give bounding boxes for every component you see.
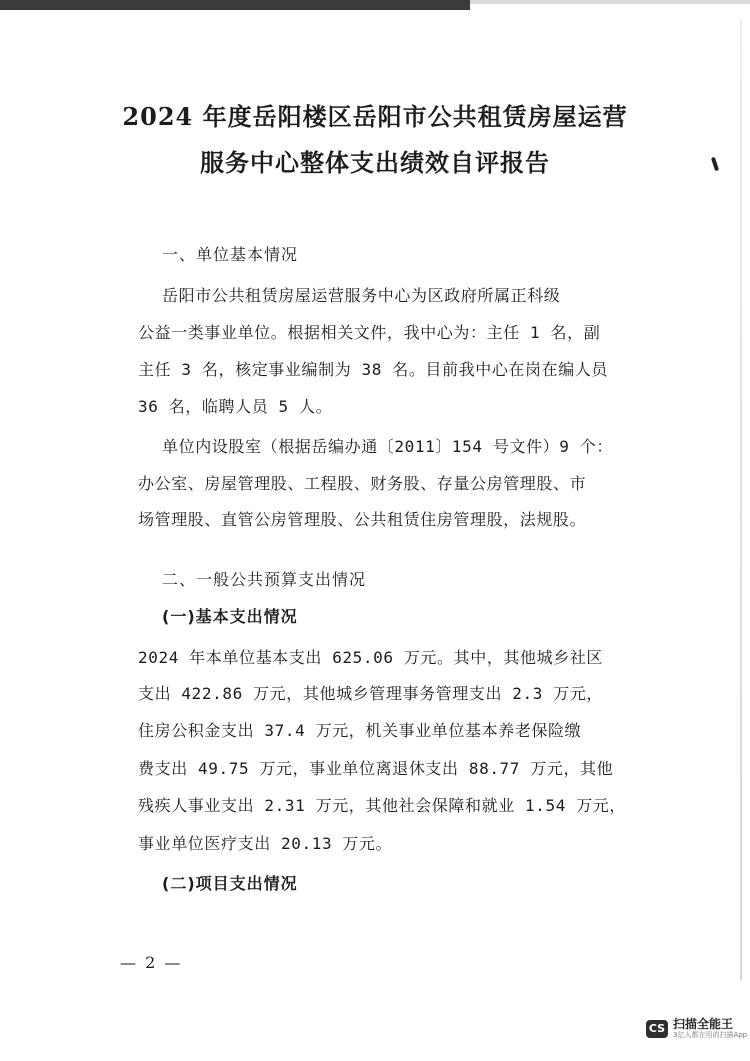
paragraph-line: 2024 年本单位基本支出 625.06 万元。其中，其他城乡社区 [138, 648, 604, 667]
watermark-tagline: 3亿人都在用的扫描App [673, 1031, 748, 1039]
scan-top-edge [470, 0, 750, 4]
paragraph-line: 办公室、房屋管理股、工程股、财务股、存量公房管理股、市 [138, 474, 587, 493]
page-number: — 2 — [120, 953, 183, 972]
paragraph-line: 单位内设股室（根据岳编办通〔2011〕154 号文件）9 个： [162, 437, 613, 456]
section-2-heading: 二、一般公共预算支出情况 [162, 570, 367, 589]
subsection-2-heading: (二)项目支出情况 [162, 874, 298, 893]
paragraph-line: 残疾人事业支出 2.31 万元，其他社会保障和就业 1.54 万元， [138, 796, 626, 815]
paragraph-line: 住房公积金支出 37.4 万元，机关事业单位基本养老保险缴 [138, 721, 582, 740]
subsection-1-heading: (一)基本支出情况 [162, 607, 298, 626]
report-title-line-1: 2024 年度岳阳楼区岳阳市公共租赁房屋运营 [122, 102, 628, 131]
camscanner-logo-icon: CS [646, 1020, 668, 1038]
paragraph-line: 公益一类事业单位。根据相关文件，我中心为：主任 1 名，副 [138, 323, 601, 342]
watermark-name: 扫描全能王 [673, 1017, 734, 1031]
report-title-line-2: 服务中心整体支出绩效自评报告 [200, 148, 550, 177]
paragraph-line: 支出 422.86 万元，其他城乡管理事务管理支出 2.3 万元， [138, 684, 604, 703]
paragraph-line: 36 名，临聘人员 5 人。 [138, 397, 333, 416]
scan-top-shadow [0, 0, 470, 10]
section-1-heading: 一、单位基本情况 [162, 245, 299, 264]
paragraph-line: 场管理股、直管公房管理股、公共租赁住房管理股，法规股。 [138, 510, 587, 529]
paragraph-line: 岳阳市公共租赁房屋运营服务中心为区政府所属正科级 [162, 286, 561, 305]
paragraph-line: 主任 3 名，核定事业编制为 38 名。目前我中心在岗在编人员 [138, 360, 609, 379]
paragraph-line: 事业单位医疗支出 20.13 万元。 [138, 834, 393, 853]
scanner-watermark [646, 1017, 747, 1040]
paragraph-line: 费支出 49.75 万元，事业单位离退休支出 88.77 万元，其他 [138, 759, 614, 778]
